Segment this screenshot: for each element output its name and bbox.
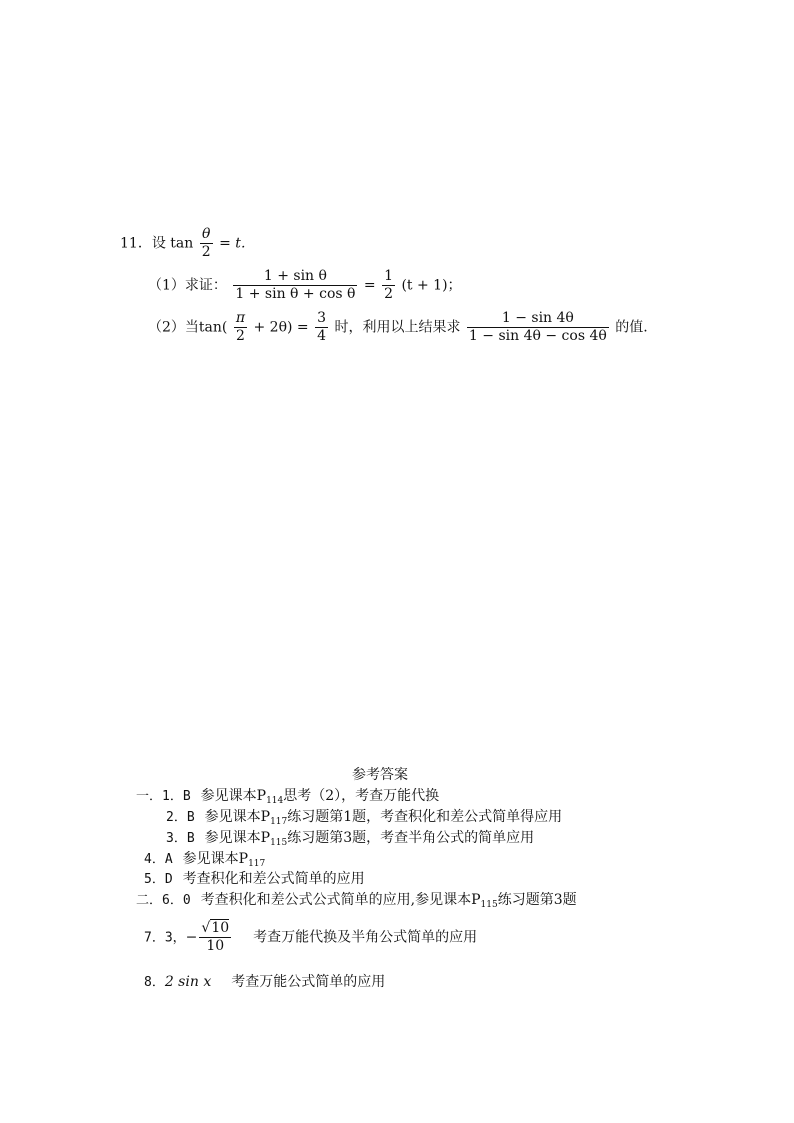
problem-11-part-2: （2）当tan( $\frac{\pi}{2}$ + 2θ) = $\frac{3}{4}$ 时，利用以上结果求 $\frac{1 - \sin 4\theta}{1 - \sin 4\theta - \cos 4\theta}$ 的值. <box>148 310 648 344</box>
answer-line-2: 2．B 参见课本$P_{117}$练习题第1题，考查积化和差公式简单得应用 <box>166 809 563 827</box>
three-quarters-fraction: $\frac{3}{4}$ <box>317 310 327 344</box>
answer-line-7: 7．3，− $\frac{√10}{10}$ 考查万能代换及半角公式简单的应用 <box>144 920 478 954</box>
answer-line-6: 二．6．0 考查积化和差公式公式简单的应用,参见课本$P_{115}$练习题第3题 <box>136 892 577 910</box>
answer-line-1: 一．1．B 参见课本$P_{114}$思考（2），考查万能代换 <box>136 788 440 806</box>
theta-half-fraction: $\frac{\theta}{2}$ <box>201 226 211 260</box>
answer-line-8: 8．2 sin x 考查万能公式简单的应用 <box>144 974 386 990</box>
problem-11-part-1: （1）求证： $\frac{\text{1 + sin θ}}{\text{1 + sin θ + cos θ}}$ = $\frac{1}{2}$ (t + 1)； <box>148 268 462 302</box>
proof-lhs-fraction: $\frac{\text{1 + sin θ}}{\text{1 + sin θ + cos θ}}$ <box>235 268 356 302</box>
problem-11-stem: 11．设 tan $\frac{\theta}{2}$ = t． <box>120 226 255 260</box>
sqrt10-over-10-fraction: $\frac{√10}{10}$ <box>201 920 230 954</box>
answers-title: 参考答案 <box>352 767 408 783</box>
pi-half-fraction: $\frac{\pi}{2}$ <box>235 310 246 344</box>
answer-line-3: 3．B 参见课本$P_{115}$练习题第3题，考查半角公式的简单应用 <box>166 830 535 848</box>
target-expression-fraction: $\frac{1 - \sin 4\theta}{1 - \sin 4\theta - \cos 4\theta}$ <box>468 310 607 344</box>
answer-line-5: 5．D 考查积化和差公式简单的应用 <box>144 871 365 887</box>
one-half-fraction: $\frac{1}{2}$ <box>384 268 393 302</box>
problem-number: 11． <box>120 235 152 252</box>
answer-line-4: 4．A 参见课本$P_{117}$ <box>144 851 266 869</box>
